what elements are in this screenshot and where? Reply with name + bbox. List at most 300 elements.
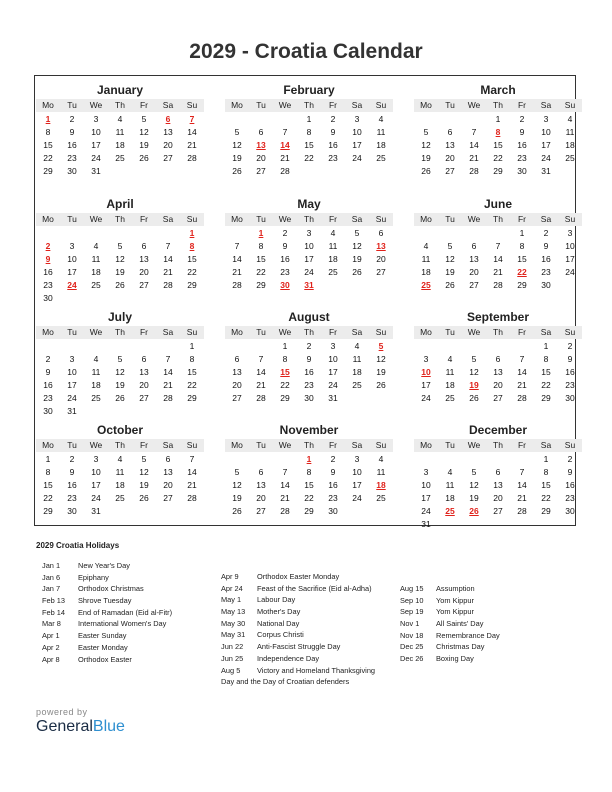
day-cell[interactable]: 21 xyxy=(163,380,173,390)
day-cell[interactable]: 29 xyxy=(280,393,290,403)
day-cell[interactable]: 10 xyxy=(304,241,314,251)
day-cell[interactable]: 17 xyxy=(67,267,77,277)
day-cell[interactable]: 19 xyxy=(469,493,479,503)
day-cell[interactable]: 6 xyxy=(141,354,147,364)
day-cell[interactable]: 27 xyxy=(139,393,149,403)
day-cell[interactable]: 27 xyxy=(163,493,173,503)
holiday-day-cell[interactable]: 22 xyxy=(517,267,527,277)
day-cell[interactable]: 5 xyxy=(471,354,477,364)
day-cell[interactable]: 11 xyxy=(421,254,431,264)
holiday-day-cell[interactable]: 7 xyxy=(189,114,195,124)
day-cell[interactable]: 14 xyxy=(163,367,173,377)
day-cell[interactable]: 20 xyxy=(493,493,503,503)
day-cell[interactable]: 29 xyxy=(43,166,53,176)
day-cell[interactable]: 2 xyxy=(567,341,573,351)
day-cell[interactable]: 22 xyxy=(187,380,197,390)
day-cell[interactable]: 11 xyxy=(376,467,386,477)
day-cell[interactable]: 4 xyxy=(447,467,453,477)
day-cell[interactable]: 26 xyxy=(445,280,455,290)
day-cell[interactable]: 13 xyxy=(139,254,149,264)
day-cell[interactable]: 23 xyxy=(67,493,77,503)
day-cell[interactable]: 25 xyxy=(445,393,455,403)
day-cell[interactable]: 22 xyxy=(43,493,53,503)
day-cell[interactable]: 2 xyxy=(306,341,312,351)
day-cell[interactable]: 10 xyxy=(67,367,77,377)
day-cell[interactable]: 10 xyxy=(565,241,575,251)
day-cell[interactable]: 6 xyxy=(495,467,501,477)
day-cell[interactable]: 7 xyxy=(519,467,525,477)
day-cell[interactable]: 12 xyxy=(115,254,125,264)
day-cell[interactable]: 3 xyxy=(567,228,573,238)
day-cell[interactable]: 16 xyxy=(541,254,551,264)
day-cell[interactable]: 27 xyxy=(469,280,479,290)
day-cell[interactable]: 24 xyxy=(67,393,77,403)
day-cell[interactable]: 16 xyxy=(304,367,314,377)
day-cell[interactable]: 1 xyxy=(543,341,549,351)
day-cell[interactable]: 7 xyxy=(165,354,171,364)
day-cell[interactable]: 3 xyxy=(93,454,99,464)
day-cell[interactable]: 24 xyxy=(421,393,431,403)
day-cell[interactable]: 4 xyxy=(93,241,99,251)
holiday-day-cell[interactable]: 31 xyxy=(304,280,314,290)
holiday-day-cell[interactable]: 1 xyxy=(306,454,312,464)
day-cell[interactable]: 17 xyxy=(352,480,362,490)
day-cell[interactable]: 21 xyxy=(517,493,527,503)
day-cell[interactable]: 16 xyxy=(67,480,77,490)
day-cell[interactable]: 20 xyxy=(163,480,173,490)
day-cell[interactable]: 17 xyxy=(421,380,431,390)
day-cell[interactable]: 25 xyxy=(328,267,338,277)
day-cell[interactable]: 23 xyxy=(328,153,338,163)
day-cell[interactable]: 30 xyxy=(43,406,53,416)
day-cell[interactable]: 14 xyxy=(256,367,266,377)
day-cell[interactable]: 19 xyxy=(232,493,242,503)
day-cell[interactable]: 8 xyxy=(519,241,525,251)
day-cell[interactable]: 14 xyxy=(187,467,197,477)
day-cell[interactable]: 4 xyxy=(447,354,453,364)
day-cell[interactable]: 1 xyxy=(45,454,51,464)
day-cell[interactable]: 9 xyxy=(306,354,312,364)
day-cell[interactable]: 29 xyxy=(187,280,197,290)
holiday-day-cell[interactable]: 10 xyxy=(421,367,431,377)
day-cell[interactable]: 12 xyxy=(115,367,125,377)
day-cell[interactable]: 30 xyxy=(517,166,527,176)
day-cell[interactable]: 18 xyxy=(565,140,575,150)
day-cell[interactable]: 22 xyxy=(280,380,290,390)
day-cell[interactable]: 6 xyxy=(141,241,147,251)
brand-logo[interactable] xyxy=(36,718,125,736)
day-cell[interactable]: 6 xyxy=(471,241,477,251)
day-cell[interactable]: 7 xyxy=(519,354,525,364)
day-cell[interactable]: 22 xyxy=(187,267,197,277)
day-cell[interactable]: 11 xyxy=(376,127,386,137)
day-cell[interactable]: 3 xyxy=(543,114,549,124)
day-cell[interactable]: 2 xyxy=(567,454,573,464)
day-cell[interactable]: 3 xyxy=(93,114,99,124)
day-cell[interactable]: 19 xyxy=(232,153,242,163)
day-cell[interactable]: 12 xyxy=(469,367,479,377)
day-cell[interactable]: 25 xyxy=(376,493,386,503)
day-cell[interactable]: 12 xyxy=(232,140,242,150)
day-cell[interactable]: 18 xyxy=(421,267,431,277)
day-cell[interactable]: 12 xyxy=(139,127,149,137)
day-cell[interactable]: 18 xyxy=(445,493,455,503)
day-cell[interactable]: 30 xyxy=(328,506,338,516)
day-cell[interactable]: 25 xyxy=(115,153,125,163)
day-cell[interactable]: 16 xyxy=(517,140,527,150)
day-cell[interactable]: 12 xyxy=(421,140,431,150)
day-cell[interactable]: 20 xyxy=(445,153,455,163)
day-cell[interactable]: 31 xyxy=(91,506,101,516)
holiday-day-cell[interactable]: 13 xyxy=(256,140,266,150)
day-cell[interactable]: 3 xyxy=(69,354,75,364)
day-cell[interactable]: 5 xyxy=(141,114,147,124)
day-cell[interactable]: 28 xyxy=(187,153,197,163)
day-cell[interactable]: 19 xyxy=(421,153,431,163)
day-cell[interactable]: 8 xyxy=(306,467,312,477)
day-cell[interactable]: 2 xyxy=(45,354,51,364)
day-cell[interactable]: 21 xyxy=(280,493,290,503)
day-cell[interactable]: 29 xyxy=(541,393,551,403)
day-cell[interactable]: 21 xyxy=(256,380,266,390)
day-cell[interactable]: 27 xyxy=(256,166,266,176)
day-cell[interactable]: 25 xyxy=(91,280,101,290)
day-cell[interactable]: 10 xyxy=(91,467,101,477)
holiday-day-cell[interactable]: 1 xyxy=(45,114,51,124)
day-cell[interactable]: 2 xyxy=(519,114,525,124)
day-cell[interactable]: 3 xyxy=(423,467,429,477)
day-cell[interactable]: 24 xyxy=(91,153,101,163)
day-cell[interactable]: 16 xyxy=(280,254,290,264)
day-cell[interactable]: 9 xyxy=(282,241,288,251)
day-cell[interactable]: 9 xyxy=(69,127,75,137)
day-cell[interactable]: 3 xyxy=(354,114,360,124)
day-cell[interactable]: 26 xyxy=(232,166,242,176)
day-cell[interactable]: 14 xyxy=(493,254,503,264)
day-cell[interactable]: 28 xyxy=(163,393,173,403)
day-cell[interactable]: 17 xyxy=(304,254,314,264)
day-cell[interactable]: 26 xyxy=(139,153,149,163)
day-cell[interactable]: 22 xyxy=(256,267,266,277)
day-cell[interactable]: 4 xyxy=(567,114,573,124)
day-cell[interactable]: 9 xyxy=(519,127,525,137)
day-cell[interactable]: 21 xyxy=(493,267,503,277)
holiday-day-cell[interactable]: 24 xyxy=(67,280,77,290)
day-cell[interactable]: 8 xyxy=(189,354,195,364)
day-cell[interactable]: 27 xyxy=(232,393,242,403)
day-cell[interactable]: 5 xyxy=(117,241,123,251)
day-cell[interactable]: 10 xyxy=(91,127,101,137)
day-cell[interactable]: 19 xyxy=(115,267,125,277)
day-cell[interactable]: 27 xyxy=(445,166,455,176)
day-cell[interactable]: 21 xyxy=(187,140,197,150)
day-cell[interactable]: 26 xyxy=(115,280,125,290)
day-cell[interactable]: 31 xyxy=(91,166,101,176)
day-cell[interactable]: 5 xyxy=(423,127,429,137)
day-cell[interactable]: 16 xyxy=(328,480,338,490)
day-cell[interactable]: 31 xyxy=(421,519,431,529)
day-cell[interactable]: 23 xyxy=(517,153,527,163)
day-cell[interactable]: 8 xyxy=(543,354,549,364)
day-cell[interactable]: 19 xyxy=(139,140,149,150)
day-cell[interactable]: 21 xyxy=(163,267,173,277)
day-cell[interactable]: 23 xyxy=(541,267,551,277)
day-cell[interactable]: 13 xyxy=(163,467,173,477)
day-cell[interactable]: 1 xyxy=(306,114,312,124)
day-cell[interactable]: 15 xyxy=(43,480,53,490)
day-cell[interactable]: 7 xyxy=(282,127,288,137)
day-cell[interactable]: 15 xyxy=(517,254,527,264)
day-cell[interactable]: 31 xyxy=(328,393,338,403)
holiday-day-cell[interactable]: 5 xyxy=(378,341,384,351)
day-cell[interactable]: 18 xyxy=(115,480,125,490)
day-cell[interactable]: 6 xyxy=(165,454,171,464)
day-cell[interactable]: 26 xyxy=(352,267,362,277)
day-cell[interactable]: 13 xyxy=(256,480,266,490)
day-cell[interactable]: 14 xyxy=(187,127,197,137)
day-cell[interactable]: 18 xyxy=(115,140,125,150)
day-cell[interactable]: 13 xyxy=(469,254,479,264)
day-cell[interactable]: 20 xyxy=(469,267,479,277)
day-cell[interactable]: 2 xyxy=(69,454,75,464)
day-cell[interactable]: 13 xyxy=(493,367,503,377)
day-cell[interactable]: 16 xyxy=(565,480,575,490)
day-cell[interactable]: 23 xyxy=(565,493,575,503)
day-cell[interactable]: 4 xyxy=(354,341,360,351)
day-cell[interactable]: 5 xyxy=(471,467,477,477)
day-cell[interactable]: 15 xyxy=(304,140,314,150)
day-cell[interactable]: 6 xyxy=(258,467,264,477)
day-cell[interactable]: 18 xyxy=(376,140,386,150)
day-cell[interactable]: 12 xyxy=(232,480,242,490)
day-cell[interactable]: 24 xyxy=(541,153,551,163)
day-cell[interactable]: 16 xyxy=(565,367,575,377)
day-cell[interactable]: 5 xyxy=(354,228,360,238)
day-cell[interactable]: 29 xyxy=(304,506,314,516)
day-cell[interactable]: 10 xyxy=(421,480,431,490)
day-cell[interactable]: 11 xyxy=(115,467,125,477)
day-cell[interactable]: 30 xyxy=(541,280,551,290)
day-cell[interactable]: 8 xyxy=(45,127,51,137)
day-cell[interactable]: 20 xyxy=(376,254,386,264)
day-cell[interactable]: 5 xyxy=(447,241,453,251)
day-cell[interactable]: 18 xyxy=(91,267,101,277)
day-cell[interactable]: 29 xyxy=(541,506,551,516)
day-cell[interactable]: 6 xyxy=(495,354,501,364)
day-cell[interactable]: 12 xyxy=(469,480,479,490)
holiday-day-cell[interactable]: 13 xyxy=(376,241,386,251)
day-cell[interactable]: 5 xyxy=(234,467,240,477)
day-cell[interactable]: 15 xyxy=(304,480,314,490)
day-cell[interactable]: 7 xyxy=(189,454,195,464)
day-cell[interactable]: 28 xyxy=(187,493,197,503)
holiday-day-cell[interactable]: 25 xyxy=(421,280,431,290)
day-cell[interactable]: 3 xyxy=(330,341,336,351)
day-cell[interactable]: 13 xyxy=(232,367,242,377)
day-cell[interactable]: 28 xyxy=(232,280,242,290)
holiday-day-cell[interactable]: 2 xyxy=(45,241,51,251)
day-cell[interactable]: 25 xyxy=(352,380,362,390)
day-cell[interactable]: 12 xyxy=(376,354,386,364)
day-cell[interactable]: 19 xyxy=(445,267,455,277)
day-cell[interactable]: 15 xyxy=(541,367,551,377)
day-cell[interactable]: 28 xyxy=(280,506,290,516)
day-cell[interactable]: 1 xyxy=(189,341,195,351)
day-cell[interactable]: 20 xyxy=(256,153,266,163)
day-cell[interactable]: 14 xyxy=(280,480,290,490)
day-cell[interactable]: 9 xyxy=(330,467,336,477)
day-cell[interactable]: 5 xyxy=(117,354,123,364)
day-cell[interactable]: 4 xyxy=(378,454,384,464)
day-cell[interactable]: 4 xyxy=(117,114,123,124)
day-cell[interactable]: 25 xyxy=(91,393,101,403)
day-cell[interactable]: 31 xyxy=(541,166,551,176)
day-cell[interactable]: 10 xyxy=(352,467,362,477)
day-cell[interactable]: 24 xyxy=(352,493,362,503)
day-cell[interactable]: 4 xyxy=(423,241,429,251)
day-cell[interactable]: 29 xyxy=(517,280,527,290)
day-cell[interactable]: 2 xyxy=(282,228,288,238)
day-cell[interactable]: 22 xyxy=(493,153,503,163)
day-cell[interactable]: 18 xyxy=(445,380,455,390)
day-cell[interactable]: 10 xyxy=(541,127,551,137)
day-cell[interactable]: 14 xyxy=(163,254,173,264)
day-cell[interactable]: 21 xyxy=(280,153,290,163)
holiday-day-cell[interactable]: 1 xyxy=(258,228,264,238)
day-cell[interactable]: 15 xyxy=(187,254,197,264)
day-cell[interactable]: 20 xyxy=(139,267,149,277)
day-cell[interactable]: 14 xyxy=(232,254,242,264)
day-cell[interactable]: 19 xyxy=(115,380,125,390)
day-cell[interactable]: 4 xyxy=(117,454,123,464)
day-cell[interactable]: 24 xyxy=(304,267,314,277)
day-cell[interactable]: 15 xyxy=(187,367,197,377)
day-cell[interactable]: 14 xyxy=(517,367,527,377)
day-cell[interactable]: 25 xyxy=(376,153,386,163)
day-cell[interactable]: 4 xyxy=(93,354,99,364)
day-cell[interactable]: 20 xyxy=(139,380,149,390)
day-cell[interactable]: 22 xyxy=(304,493,314,503)
day-cell[interactable]: 23 xyxy=(565,380,575,390)
day-cell[interactable]: 11 xyxy=(565,127,575,137)
day-cell[interactable]: 24 xyxy=(352,153,362,163)
day-cell[interactable]: 24 xyxy=(421,506,431,516)
holiday-day-cell[interactable]: 1 xyxy=(189,228,195,238)
day-cell[interactable]: 28 xyxy=(469,166,479,176)
holiday-day-cell[interactable]: 19 xyxy=(469,380,479,390)
day-cell[interactable]: 28 xyxy=(517,393,527,403)
holiday-day-cell[interactable]: 8 xyxy=(189,241,195,251)
day-cell[interactable]: 6 xyxy=(258,127,264,137)
day-cell[interactable]: 5 xyxy=(234,127,240,137)
day-cell[interactable]: 13 xyxy=(163,127,173,137)
day-cell[interactable]: 28 xyxy=(280,166,290,176)
day-cell[interactable]: 16 xyxy=(67,140,77,150)
day-cell[interactable]: 2 xyxy=(330,454,336,464)
day-cell[interactable]: 20 xyxy=(256,493,266,503)
day-cell[interactable]: 27 xyxy=(376,267,386,277)
day-cell[interactable]: 12 xyxy=(445,254,455,264)
holiday-day-cell[interactable]: 6 xyxy=(165,114,171,124)
day-cell[interactable]: 12 xyxy=(139,467,149,477)
day-cell[interactable]: 17 xyxy=(91,140,101,150)
day-cell[interactable]: 11 xyxy=(91,367,101,377)
day-cell[interactable]: 22 xyxy=(541,493,551,503)
day-cell[interactable]: 27 xyxy=(256,506,266,516)
day-cell[interactable]: 30 xyxy=(304,393,314,403)
day-cell[interactable]: 20 xyxy=(493,380,503,390)
day-cell[interactable]: 28 xyxy=(256,393,266,403)
day-cell[interactable]: 23 xyxy=(328,493,338,503)
day-cell[interactable]: 13 xyxy=(139,367,149,377)
day-cell[interactable]: 6 xyxy=(234,354,240,364)
day-cell[interactable]: 19 xyxy=(139,480,149,490)
day-cell[interactable]: 15 xyxy=(493,140,503,150)
day-cell[interactable]: 18 xyxy=(328,254,338,264)
day-cell[interactable]: 11 xyxy=(328,241,338,251)
day-cell[interactable]: 23 xyxy=(304,380,314,390)
day-cell[interactable]: 4 xyxy=(378,114,384,124)
day-cell[interactable]: 29 xyxy=(43,506,53,516)
day-cell[interactable]: 26 xyxy=(232,506,242,516)
holiday-day-cell[interactable]: 15 xyxy=(280,367,290,377)
day-cell[interactable]: 24 xyxy=(565,267,575,277)
day-cell[interactable]: 11 xyxy=(91,254,101,264)
day-cell[interactable]: 27 xyxy=(493,506,503,516)
day-cell[interactable]: 9 xyxy=(330,127,336,137)
day-cell[interactable]: 30 xyxy=(67,166,77,176)
day-cell[interactable]: 16 xyxy=(328,140,338,150)
day-cell[interactable]: 6 xyxy=(447,127,453,137)
day-cell[interactable]: 26 xyxy=(421,166,431,176)
day-cell[interactable]: 17 xyxy=(352,140,362,150)
day-cell[interactable]: 17 xyxy=(541,140,551,150)
day-cell[interactable]: 27 xyxy=(493,393,503,403)
day-cell[interactable]: 10 xyxy=(352,127,362,137)
day-cell[interactable]: 26 xyxy=(139,493,149,503)
day-cell[interactable]: 26 xyxy=(469,393,479,403)
holiday-day-cell[interactable]: 30 xyxy=(280,280,290,290)
day-cell[interactable]: 1 xyxy=(282,341,288,351)
day-cell[interactable]: 20 xyxy=(232,380,242,390)
day-cell[interactable]: 2 xyxy=(543,228,549,238)
holiday-day-cell[interactable]: 25 xyxy=(445,506,455,516)
day-cell[interactable]: 4 xyxy=(330,228,336,238)
day-cell[interactable]: 26 xyxy=(115,393,125,403)
day-cell[interactable]: 3 xyxy=(354,454,360,464)
day-cell[interactable]: 29 xyxy=(256,280,266,290)
day-cell[interactable]: 17 xyxy=(421,493,431,503)
day-cell[interactable]: 3 xyxy=(69,241,75,251)
day-cell[interactable]: 8 xyxy=(306,127,312,137)
day-cell[interactable]: 9 xyxy=(69,467,75,477)
holiday-day-cell[interactable]: 26 xyxy=(469,506,479,516)
day-cell[interactable]: 7 xyxy=(282,467,288,477)
day-cell[interactable]: 16 xyxy=(43,267,53,277)
day-cell[interactable]: 22 xyxy=(304,153,314,163)
day-cell[interactable]: 17 xyxy=(328,367,338,377)
day-cell[interactable]: 22 xyxy=(541,380,551,390)
day-cell[interactable]: 21 xyxy=(469,153,479,163)
day-cell[interactable]: 7 xyxy=(234,241,240,251)
day-cell[interactable]: 15 xyxy=(256,254,266,264)
day-cell[interactable]: 23 xyxy=(43,280,53,290)
day-cell[interactable]: 11 xyxy=(352,354,362,364)
day-cell[interactable]: 10 xyxy=(67,254,77,264)
day-cell[interactable]: 19 xyxy=(376,367,386,377)
day-cell[interactable]: 13 xyxy=(493,480,503,490)
day-cell[interactable]: 20 xyxy=(163,140,173,150)
